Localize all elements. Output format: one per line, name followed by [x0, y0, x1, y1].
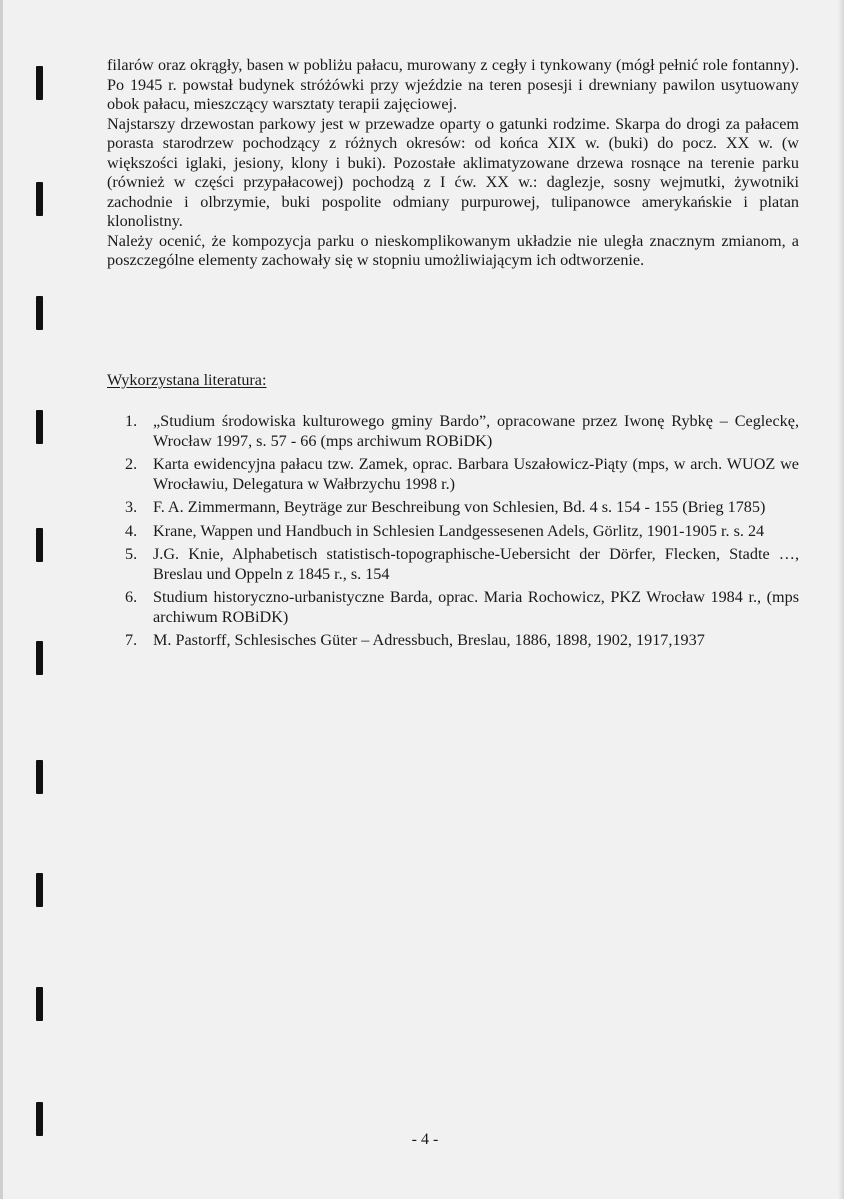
body-text — [107, 56, 799, 271]
reference-text: J.G. Knie, Alphabetisch statistisch-topographische-Uebersicht der Dörfer, Flecken, Stadte …, Breslau und Oppeln z 1845 r., s. 154 — [153, 545, 799, 583]
binder-hole-mark — [36, 987, 43, 1021]
paragraph: Należy ocenić, że kompozycja parku o nieskomplikowanym układzie nie uległa znacznym zmianom, a poszczególne elementy zachowały się w stopniu umożliwiającym ich odtworzenie. — [107, 231, 799, 269]
references-heading: Wykorzystana literatura: — [107, 371, 267, 389]
reference-text: Studium historyczno-urbanistyczne Barda, oprac. Maria Rochowicz, PKZ Wrocław 1984 r., (mps archiwum ROBiDK) — [153, 588, 799, 626]
binder-hole-mark — [36, 528, 43, 562]
binder-hole-mark — [36, 873, 43, 907]
reference-text: M. Pastorff, Schlesisches Güter – Adressbuch, Breslau, 1886, 1898, 1902, 1917,1937 — [153, 631, 705, 649]
reference-number: 7. — [125, 631, 138, 649]
binder-hole-mark — [36, 760, 43, 794]
reference-number: 4. — [125, 521, 138, 540]
paragraph: Najstarszy drzewostan parkowy jest w przewadze oparty o gatunki rodzime. Skarpa do drogi za pałacem porasta starodrzew pochodzący z różnych okresów: od końca XIX w. (buki) do pocz. XX w. (w większości iglaki, jesiony, klony i buki). Pozostałe aklimatyzowane drzewa rosnące na terenie parku (również w części przypałacowej) pochodzą z I ćw. XX w.: daglezje, sosny wejmutki, żywotniki zachodnie i olbrzymie, buki pospolite odmiany purpurowej, tulipanowce amerykańskie i platan klonolistny. — [107, 114, 799, 230]
binder-hole-mark — [36, 641, 43, 675]
reference-item — [107, 455, 799, 494]
reference-number: 3. — [125, 498, 138, 516]
reference-number: 6. — [125, 588, 138, 606]
page-number: - 4 - — [411, 1131, 439, 1148]
reference-number: 2. — [125, 455, 138, 473]
binder-hole-mark — [36, 296, 43, 330]
reference-text: Karta ewidencyjna pałacu tzw. Zamek, oprac. Barbara Uszałowicz-Piąty (mps, w arch. WUOZ we Wrocławiu, Delegatura w Wałbrzychu 1998 r.) — [153, 455, 799, 493]
binder-hole-mark — [36, 66, 43, 100]
binder-hole-mark — [36, 410, 43, 444]
reference-item — [107, 498, 799, 518]
reference-number: 1. — [125, 412, 138, 430]
paragraph: filarów oraz okrągły, basen w pobliżu pałacu, murowany z cegły i tynkowany (mógł pełnić role fontanny). Po 1945 r. powstał budynek stróżówki przy wjeździe na teren posesji i drewniany pawilon usytuowany obok pałacu, mieszczący warsztaty terapii zajęciowej. — [107, 56, 799, 113]
binder-hole-mark — [36, 182, 43, 216]
reference-text: Krane, Wappen und Handbuch in Schlesien Landgessesenen Adels, Görlitz, 1901-1905 r. s. 24 — [153, 521, 765, 540]
reference-item — [107, 412, 799, 451]
reference-item — [107, 588, 799, 627]
reference-item — [107, 522, 799, 542]
reference-item — [107, 631, 799, 651]
reference-item — [107, 545, 799, 584]
reference-text: F. A. Zimmermann, Beyträge zur Beschreibung von Schlesien, Bd. 4 s. 154 - 155 (Brieg 1785) — [153, 498, 766, 516]
scan-edge — [838, 0, 844, 1199]
references-list — [107, 412, 799, 655]
reference-text: „Studium środowiska kulturowego gminy Bardo”, opracowane przez Iwonę Rybkę – Cegleckę, Wrocław 1997, s. 57 - 66 (mps archiwum ROBiDK) — [153, 412, 799, 450]
reference-number: 5. — [125, 545, 138, 563]
